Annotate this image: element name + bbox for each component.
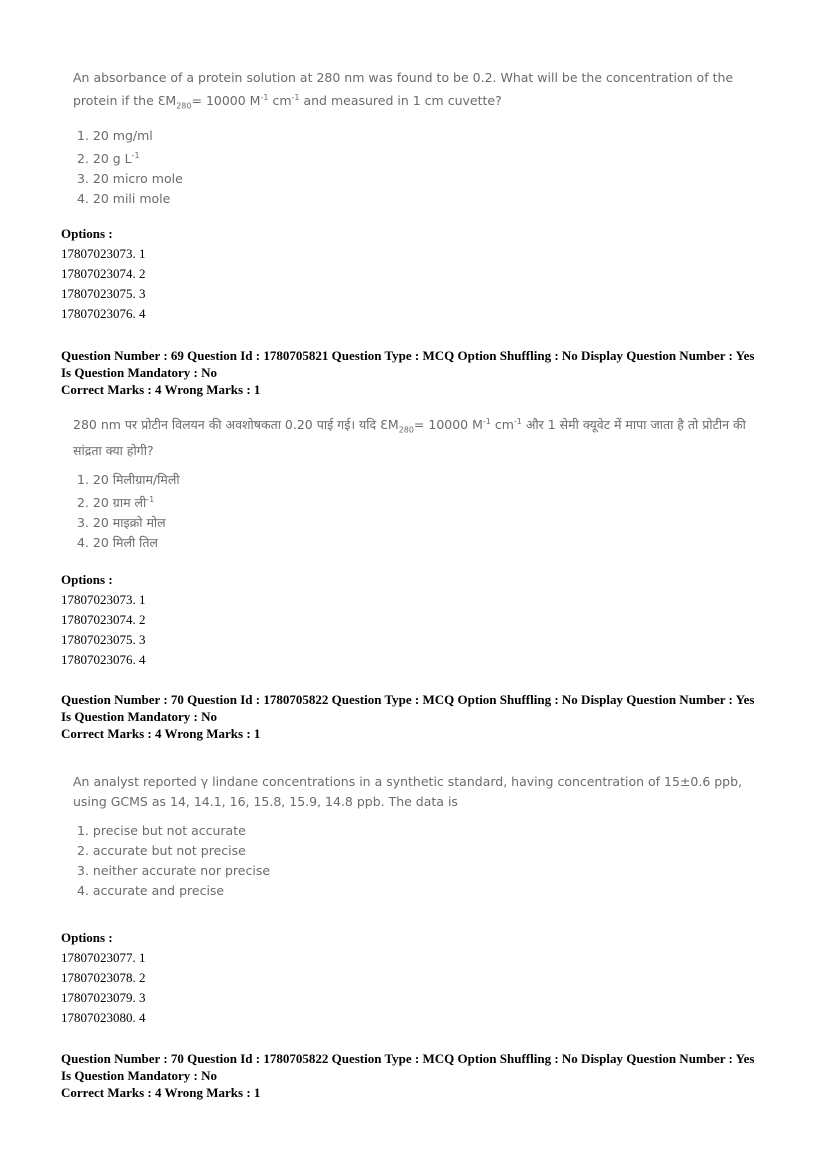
question-header: Question Number : 70 Question Id : 1780705822 Question Type : MCQ Option Shuffling : No Display Question Number : Yes <box>61 1051 755 1066</box>
option-item: 17807023078. 2 <box>61 969 146 985</box>
option-item: 17807023076. 4 <box>61 651 146 667</box>
answer-choices <box>77 821 778 901</box>
option-item: 17807023074. 2 <box>61 611 146 627</box>
question-text: 280 nm पर प्रोटीन विलयन की अवशोषकता 0.20 पाई गई। यदि $ƐM_{280}= 10000$ $M^{-1}$ $cm^{-1}$ और 1 सेमी क्यूवेट में मापा जाता है तो प्रोटीन की सांद्रता क्या होगी? <box>73 417 746 458</box>
option-item: 17807023076. 4 <box>61 305 146 321</box>
marks-line: Correct Marks : 4 Wrong Marks : 1 <box>61 1085 261 1100</box>
choice-item: 1. 20 मिलीग्राम/मिली <box>77 471 180 487</box>
option-item: 17807023077. 1 <box>61 949 146 965</box>
question-text: An absorbance of a protein solution at 280 nm was found to be 0.2. What will be the concentration of the protein if the $ƐM_{280}= 10000$ $M^{-1}$ $cm^{-1}$ and measured in 1 cm cuvette? <box>73 70 734 111</box>
mandatory-line: Is Question Mandatory : No <box>61 365 218 380</box>
question-image-1 <box>73 68 763 209</box>
choice-item: 2. 20 g $L^{-1}$ <box>77 150 140 166</box>
option-item: 17807023075. 3 <box>61 631 146 647</box>
choice-item: 4. accurate and precise <box>77 883 225 898</box>
choice-item: 1. 20 mg/ml <box>77 127 153 143</box>
question-image-3 <box>73 772 778 901</box>
options-block-2 <box>61 570 146 670</box>
answer-choices <box>77 470 773 553</box>
option-item: 17807023074. 2 <box>61 265 146 281</box>
question-image-2 <box>73 412 773 553</box>
mandatory-line: Is Question Mandatory : No <box>61 709 218 724</box>
options-block-3 <box>61 928 146 1028</box>
question-text: An analyst reported γ lindane concentrations in a synthetic standard, having concentration of 15±0.6 ppb, using GCMS as 14, 14.1, 16, 15.8, 15.9, 14.8 ppb. The data is <box>73 774 743 809</box>
options-block-1 <box>61 224 146 324</box>
choice-item: 4. 20 मिली तिल <box>77 534 159 550</box>
question-meta-2 <box>61 347 781 398</box>
option-item: 17807023073. 1 <box>61 245 146 261</box>
option-item: 17807023080. 4 <box>61 1009 146 1025</box>
choice-item: 2. accurate but not precise <box>77 843 246 858</box>
choice-item: 3. neither accurate nor precise <box>77 863 271 878</box>
options-label: Options : <box>61 226 113 241</box>
option-item: 17807023073. 1 <box>61 591 146 607</box>
options-label: Options : <box>61 572 113 587</box>
option-item: 17807023075. 3 <box>61 285 146 301</box>
choice-item: 2. 20 ग्राम ली$^{-1}$ <box>77 494 155 510</box>
choice-item: 3. 20 micro mole <box>77 170 183 186</box>
choice-item: 4. 20 mili mole <box>77 190 171 206</box>
marks-line: Correct Marks : 4 Wrong Marks : 1 <box>61 382 261 397</box>
question-header: Question Number : 70 Question Id : 1780705822 Question Type : MCQ Option Shuffling : No Display Question Number : Yes <box>61 692 755 707</box>
marks-line: Correct Marks : 4 Wrong Marks : 1 <box>61 726 261 741</box>
mandatory-line: Is Question Mandatory : No <box>61 1068 218 1083</box>
options-label: Options : <box>61 930 113 945</box>
question-meta-4 <box>61 1050 781 1101</box>
option-item: 17807023079. 3 <box>61 989 146 1005</box>
question-header: Question Number : 69 Question Id : 1780705821 Question Type : MCQ Option Shuffling : No Display Question Number : Yes <box>61 348 755 363</box>
choice-item: 3. 20 माइक्रो मोल <box>77 514 166 530</box>
choice-item: 1. precise but not accurate <box>77 823 246 838</box>
answer-choices <box>77 126 763 209</box>
question-meta-3 <box>61 691 781 742</box>
